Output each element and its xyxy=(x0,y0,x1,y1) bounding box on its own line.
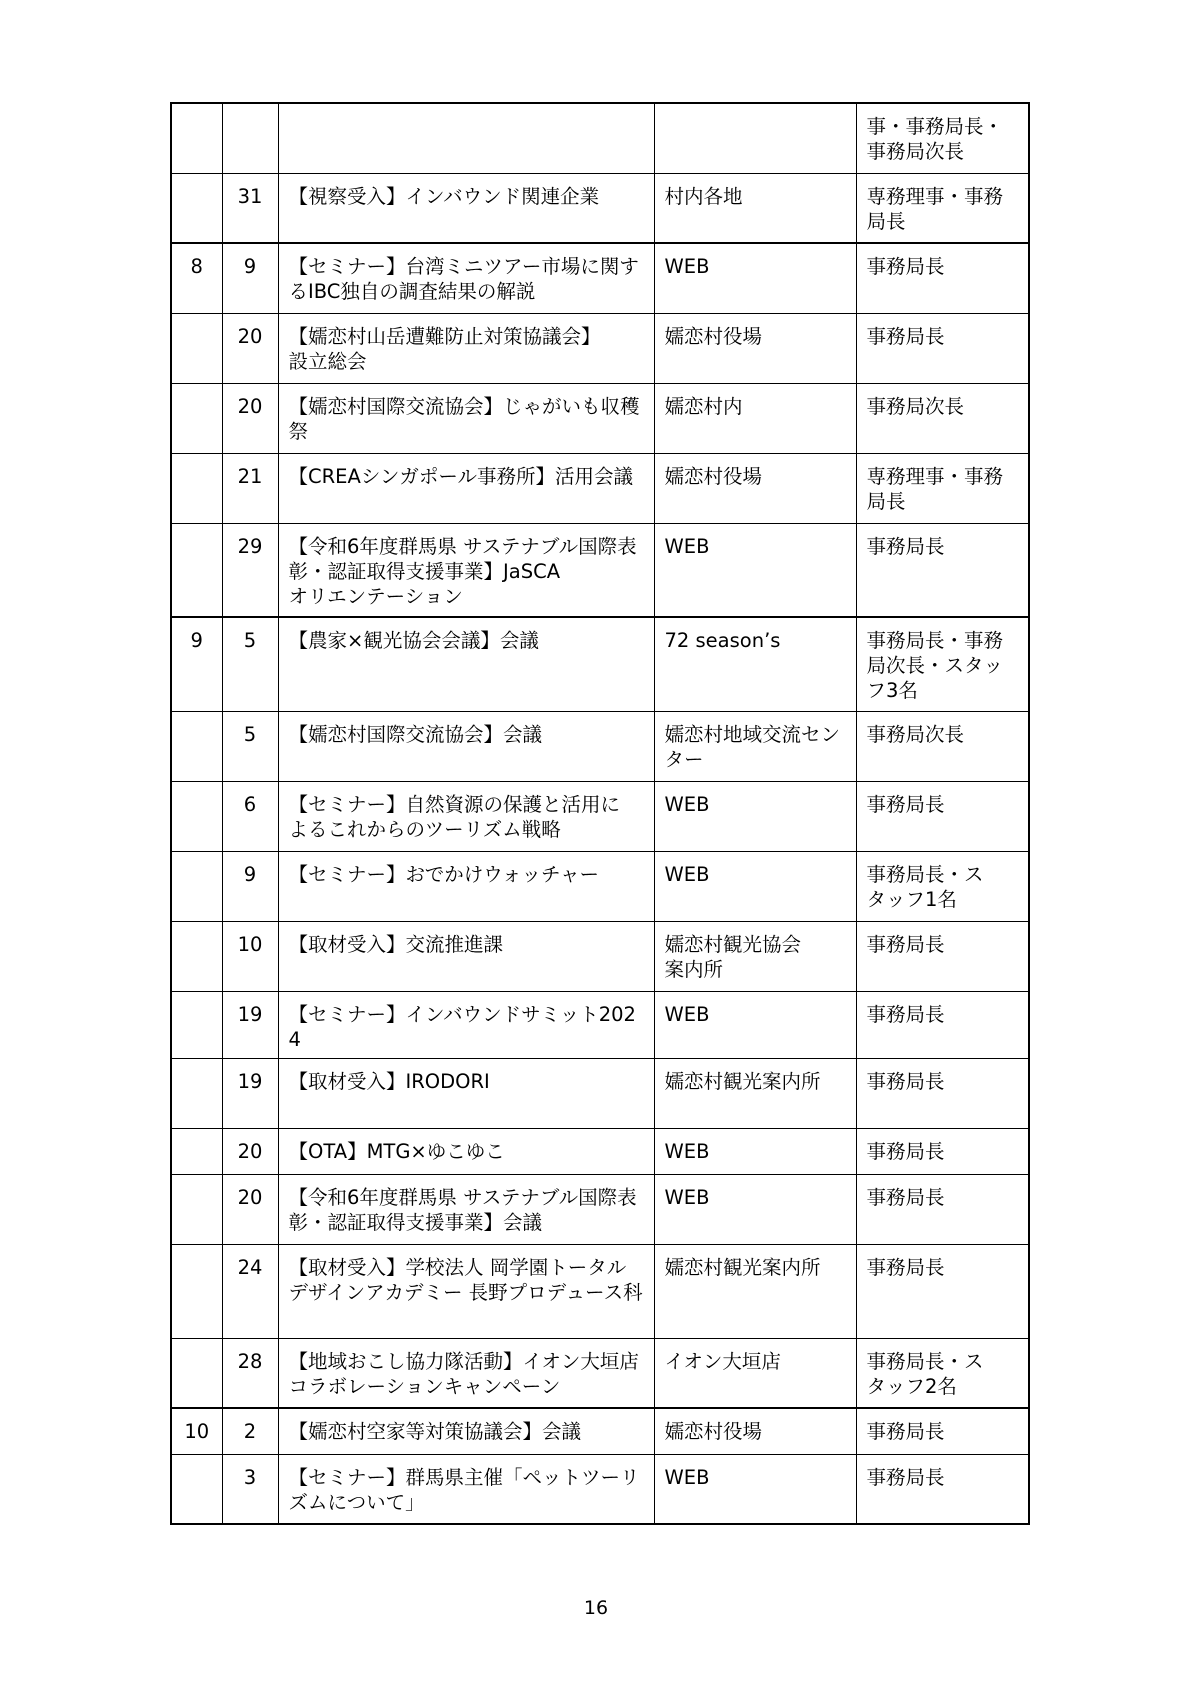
day-cell: 2 xyxy=(222,1408,278,1454)
attendee-cell: 事務局長・ス タッフ1名 xyxy=(856,851,1029,921)
day-cell: 29 xyxy=(222,523,278,617)
event-cell: 【視察受入】インバウンド関連企業 xyxy=(278,173,654,243)
month-cell xyxy=(171,313,222,383)
event-cell: 【セミナー】おでかけウォッチャー xyxy=(278,851,654,921)
attendee-cell: 事務局長 xyxy=(856,243,1029,313)
attendee-cell: 事・事務局長・ 事務局次長 xyxy=(856,103,1029,173)
month-cell xyxy=(171,173,222,243)
day-cell: 5 xyxy=(222,617,278,711)
month-cell xyxy=(171,383,222,453)
day-cell: 19 xyxy=(222,991,278,1058)
day-cell xyxy=(222,103,278,173)
attendee-cell: 事務局長・ス タッフ2名 xyxy=(856,1338,1029,1408)
event-cell: 【セミナー】群馬県主催「ペットツーリズムについて」 xyxy=(278,1454,654,1524)
table-row xyxy=(171,711,1029,781)
event-cell: 【OTA】MTG×ゆこゆこ xyxy=(278,1128,654,1174)
month-cell xyxy=(171,1174,222,1244)
place-cell: WEB xyxy=(654,1174,856,1244)
month-cell xyxy=(171,851,222,921)
place-cell: WEB xyxy=(654,1128,856,1174)
month-cell xyxy=(171,1058,222,1128)
day-cell: 9 xyxy=(222,851,278,921)
place-cell: 村内各地 xyxy=(654,173,856,243)
table-row xyxy=(171,1058,1029,1128)
event-cell: 【令和6年度群馬県 サステナブル国際表彰・認証取得支援事業】JaSCA オリエンテーション xyxy=(278,523,654,617)
event-cell: 【セミナー】自然資源の保護と活用に よるこれからのツーリズム戦略 xyxy=(278,781,654,851)
day-cell: 20 xyxy=(222,383,278,453)
attendee-cell: 事務局次長 xyxy=(856,711,1029,781)
day-cell: 9 xyxy=(222,243,278,313)
attendee-cell: 事務局長 xyxy=(856,1454,1029,1524)
place-cell: 嬬恋村地域交流センター xyxy=(654,711,856,781)
day-cell: 5 xyxy=(222,711,278,781)
attendee-cell: 専務理事・事務局長 xyxy=(856,453,1029,523)
place-cell: WEB xyxy=(654,243,856,313)
table-row xyxy=(171,617,1029,711)
place-cell xyxy=(654,103,856,173)
month-cell xyxy=(171,711,222,781)
attendee-cell: 事務局長 xyxy=(856,921,1029,991)
table-row xyxy=(171,1174,1029,1244)
table-row xyxy=(171,173,1029,243)
month-cell: 10 xyxy=(171,1408,222,1454)
place-cell: WEB xyxy=(654,851,856,921)
event-cell xyxy=(278,103,654,173)
month-cell xyxy=(171,1454,222,1524)
table-row xyxy=(171,523,1029,617)
day-cell: 3 xyxy=(222,1454,278,1524)
table-row xyxy=(171,243,1029,313)
place-cell: 嬬恋村役場 xyxy=(654,453,856,523)
month-cell xyxy=(171,103,222,173)
day-cell: 20 xyxy=(222,1128,278,1174)
table-row xyxy=(171,1128,1029,1174)
place-cell: WEB xyxy=(654,1454,856,1524)
month-cell xyxy=(171,1128,222,1174)
table-row xyxy=(171,991,1029,1058)
event-cell: 【嬬恋村山岳遭難防止対策協議会】 設立総会 xyxy=(278,313,654,383)
event-cell: 【CREAシンガポール事務所】活用会議 xyxy=(278,453,654,523)
event-cell: 【令和6年度群馬県 サステナブル国際表彰・認証取得支援事業】会議 xyxy=(278,1174,654,1244)
place-cell: 嬬恋村役場 xyxy=(654,313,856,383)
day-cell: 28 xyxy=(222,1338,278,1408)
place-cell: 嬬恋村観光案内所 xyxy=(654,1058,856,1128)
attendee-cell: 事務局長 xyxy=(856,1408,1029,1454)
attendee-cell: 事務局長 xyxy=(856,1128,1029,1174)
attendee-cell: 事務局長 xyxy=(856,991,1029,1058)
event-cell: 【嬬恋村国際交流協会】会議 xyxy=(278,711,654,781)
place-cell: 嬬恋村役場 xyxy=(654,1408,856,1454)
table-row xyxy=(171,1244,1029,1338)
place-cell: WEB xyxy=(654,991,856,1058)
table-row xyxy=(171,851,1029,921)
table-row xyxy=(171,1408,1029,1454)
attendee-cell: 事務局長 xyxy=(856,523,1029,617)
day-cell: 31 xyxy=(222,173,278,243)
attendee-cell: 事務局長 xyxy=(856,1174,1029,1244)
place-cell: イオン大垣店 xyxy=(654,1338,856,1408)
month-cell: 9 xyxy=(171,617,222,711)
place-cell: WEB xyxy=(654,523,856,617)
day-cell: 6 xyxy=(222,781,278,851)
event-cell: 【嬬恋村国際交流協会】じゃがいも収穫祭 xyxy=(278,383,654,453)
month-cell xyxy=(171,1338,222,1408)
table-row xyxy=(171,383,1029,453)
month-cell xyxy=(171,991,222,1058)
place-cell: 嬬恋村内 xyxy=(654,383,856,453)
event-cell: 【取材受入】学校法人 岡学園トータルデザインアカデミー 長野プロデュース科 xyxy=(278,1244,654,1338)
day-cell: 20 xyxy=(222,1174,278,1244)
attendee-cell: 事務局長 xyxy=(856,781,1029,851)
table-row xyxy=(171,103,1029,173)
month-cell: 8 xyxy=(171,243,222,313)
month-cell xyxy=(171,1244,222,1338)
day-cell: 24 xyxy=(222,1244,278,1338)
attendee-cell: 専務理事・事務局長 xyxy=(856,173,1029,243)
place-cell: 嬬恋村観光協会 案内所 xyxy=(654,921,856,991)
day-cell: 10 xyxy=(222,921,278,991)
table-row xyxy=(171,313,1029,383)
attendee-cell: 事務局長・事務局次長・スタッフ3名 xyxy=(856,617,1029,711)
attendee-cell: 事務局長 xyxy=(856,1058,1029,1128)
event-cell: 【セミナー】インバウンドサミット2024 xyxy=(278,991,654,1058)
schedule-table-body xyxy=(171,103,1029,1524)
event-cell: 【地域おこし協力隊活動】イオン大垣店コラボレーションキャンペーン xyxy=(278,1338,654,1408)
day-cell: 19 xyxy=(222,1058,278,1128)
attendee-cell: 事務局長 xyxy=(856,313,1029,383)
place-cell: 嬬恋村観光案内所 xyxy=(654,1244,856,1338)
month-cell xyxy=(171,921,222,991)
table-row xyxy=(171,453,1029,523)
month-cell xyxy=(171,781,222,851)
attendee-cell: 事務局長 xyxy=(856,1244,1029,1338)
place-cell: 72 season’s xyxy=(654,617,856,711)
event-cell: 【取材受入】IRODORI xyxy=(278,1058,654,1128)
schedule-table xyxy=(170,102,1030,1525)
page-number: 16 xyxy=(583,1597,609,1619)
month-cell xyxy=(171,523,222,617)
attendee-cell: 事務局次長 xyxy=(856,383,1029,453)
table-row xyxy=(171,1338,1029,1408)
table-row xyxy=(171,921,1029,991)
table-row xyxy=(171,1454,1029,1524)
event-cell: 【取材受入】交流推進課 xyxy=(278,921,654,991)
event-cell: 【セミナー】台湾ミニツアー市場に関するIBC独自の調査結果の解説 xyxy=(278,243,654,313)
day-cell: 20 xyxy=(222,313,278,383)
event-cell: 【嬬恋村空家等対策協議会】会議 xyxy=(278,1408,654,1454)
day-cell: 21 xyxy=(222,453,278,523)
table-row xyxy=(171,781,1029,851)
event-cell: 【農家×観光協会会議】会議 xyxy=(278,617,654,711)
place-cell: WEB xyxy=(654,781,856,851)
month-cell xyxy=(171,453,222,523)
